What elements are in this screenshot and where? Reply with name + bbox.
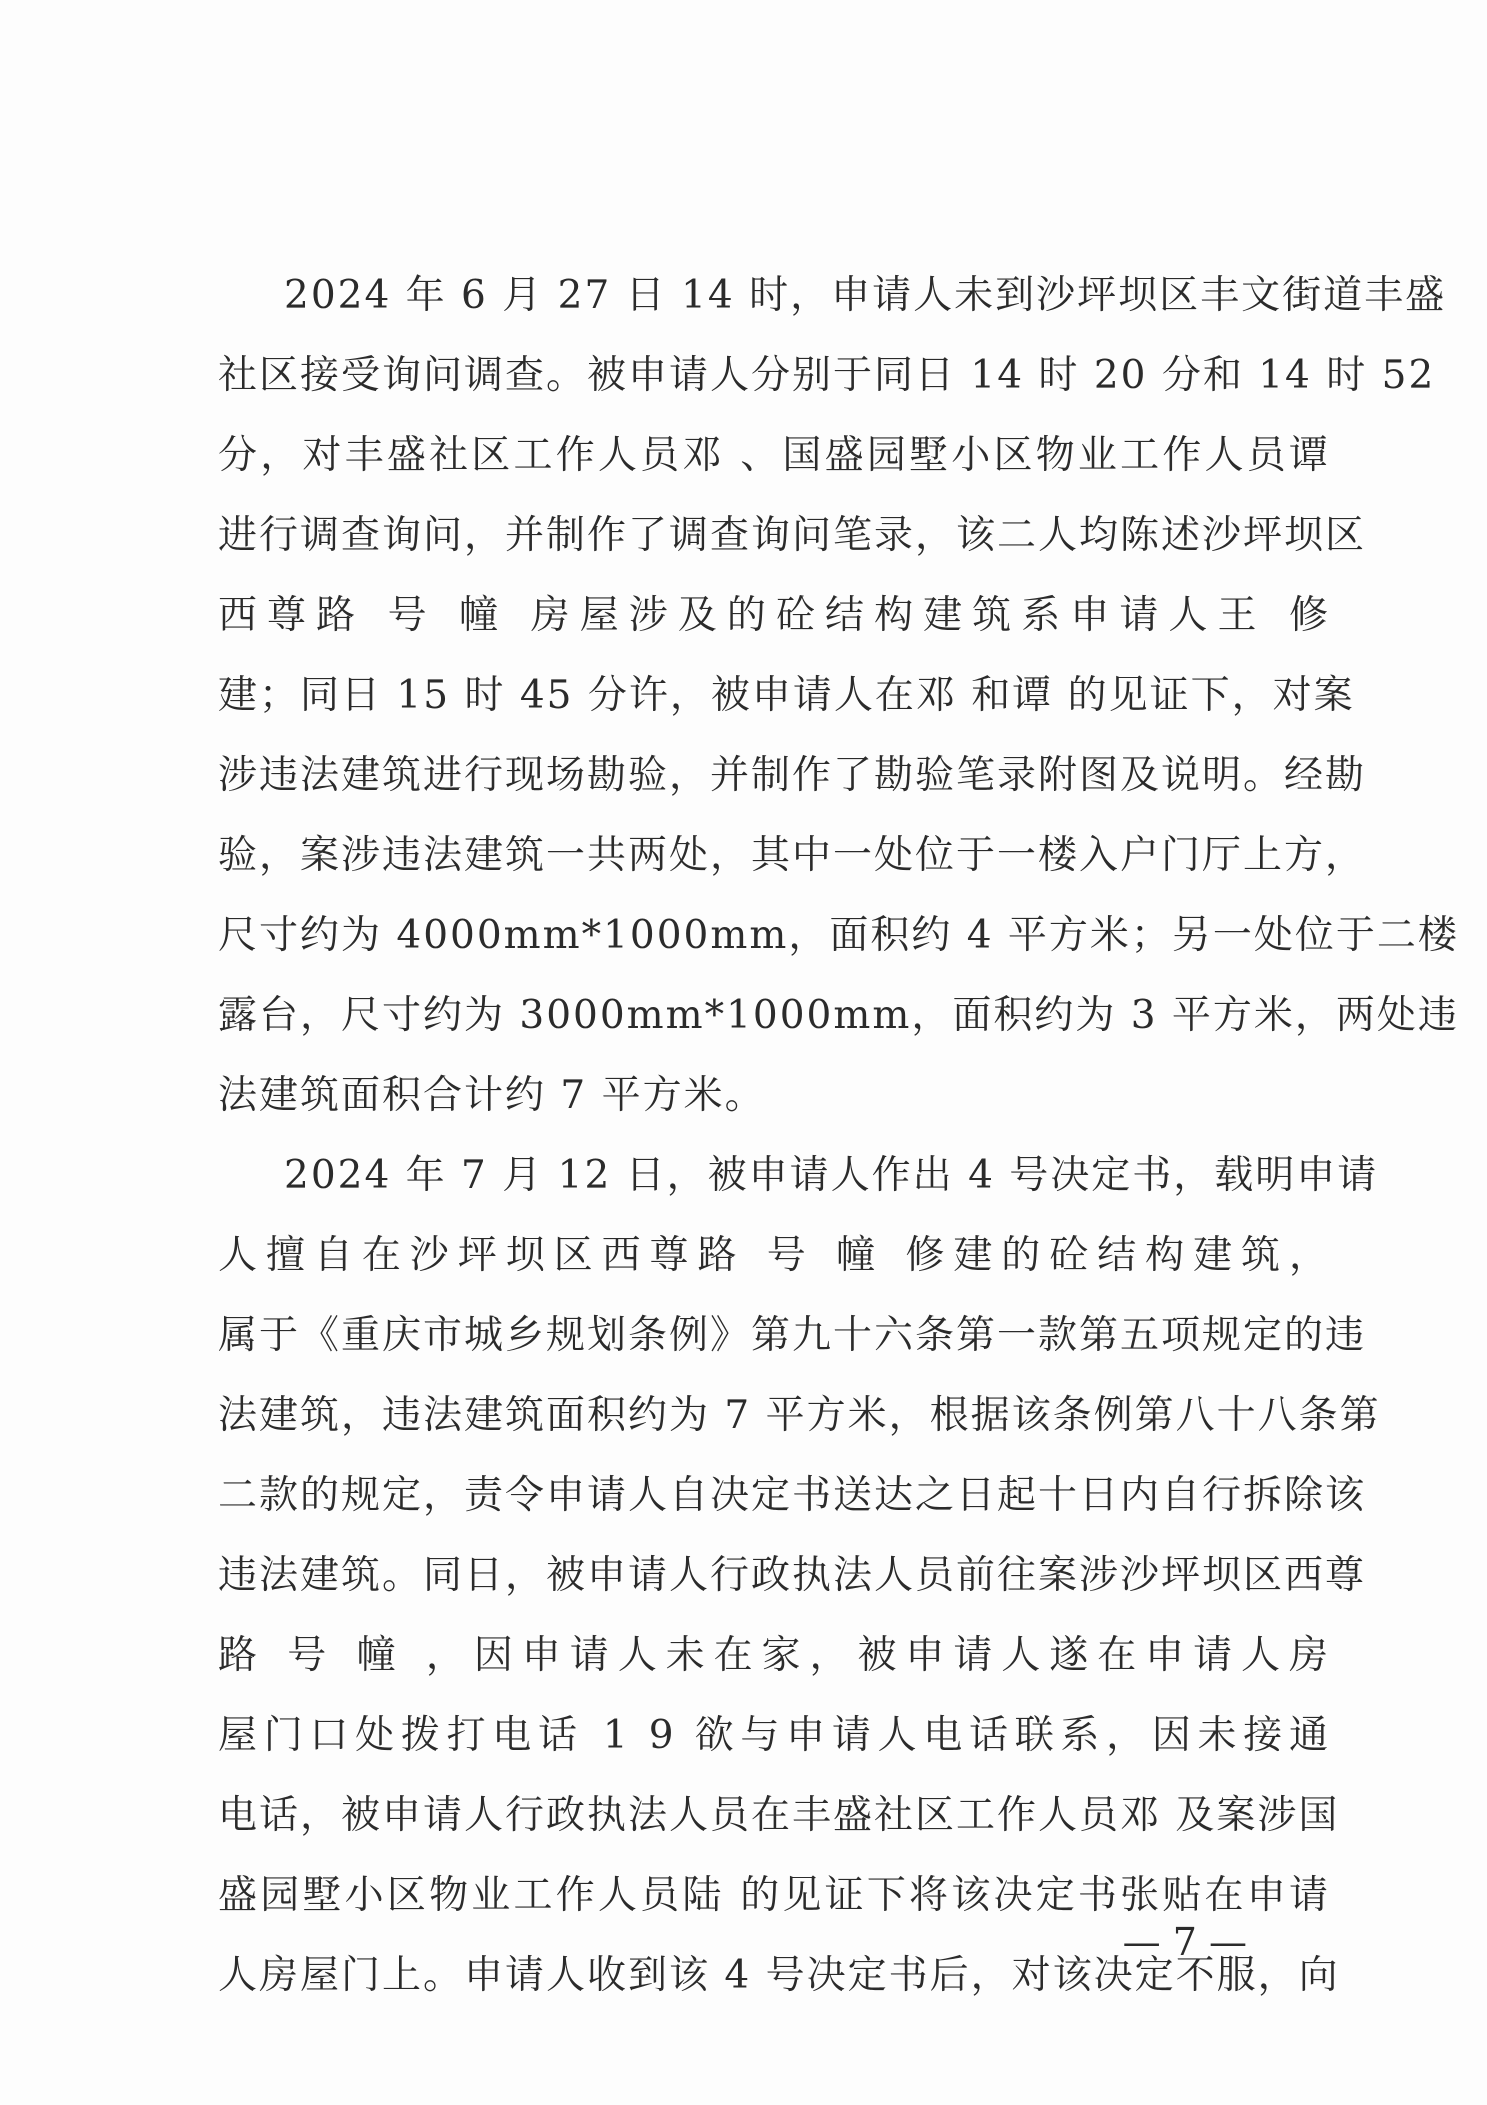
text-line: 分，对丰盛社区工作人员邓 、国盛园墅小区物业工作人员谭 [218,433,1330,478]
text-line: 人房屋门上。申请人收到该 4 号决定书后，对该决定不服，向 [218,1953,1340,1998]
text-line: 西尊路 号 幢 房屋涉及的砼结构建筑系申请人王 修 [218,593,1330,638]
text-line: 人擅自在沙坪坝区西尊路 号 幢 修建的砼结构建筑， [218,1233,1330,1278]
text-line: 建；同日 15 时 45 分许，被申请人在邓 和谭 的见证下，对案 [218,673,1355,718]
text-line: 2024 年 6 月 27 日 14 时，申请人未到沙坪坝区丰文街道丰盛 [284,273,1447,318]
text-line: 违法建筑。同日，被申请人行政执法人员前往案涉沙坪坝区西尊 [218,1553,1367,1598]
text-line: 屋门口处拨打电话 1 9 欲与申请人电话联系，因未接通 [218,1713,1330,1758]
text-line: 尺寸约为 4000mm*1000mm，面积约 4 平方米；另一处位于二楼 [218,913,1459,958]
page-number: — 7 — [1122,1920,1247,1964]
text-line: 法建筑面积合计约 7 平方米。 [218,1073,766,1118]
text-line: 二款的规定，责令申请人自决定书送达之日起十日内自行拆除该 [218,1473,1367,1518]
text-line: 社区接受询问调查。被申请人分别于同日 14 时 20 分和 14 时 52 [218,353,1436,398]
document-body [218,256,1459,2016]
text-line: 路 号 幢 ，因申请人未在家，被申请人遂在申请人房 [218,1633,1330,1678]
text-line: 盛园墅小区物业工作人员陆 的见证下将该决定书张贴在申请 [218,1873,1330,1918]
paragraph-1 [218,256,1459,1136]
text-line: 进行调查询问，并制作了调查询问笔录，该二人均陈述沙坪坝区 [218,513,1367,558]
text-line: 2024 年 7 月 12 日，被申请人作出 4 号决定书，载明申请 [284,1153,1379,1198]
paragraph-2 [218,1136,1381,2016]
text-line: 法建筑，违法建筑面积约为 7 平方米，根据该条例第八十八条第 [218,1393,1381,1438]
text-line: 露台，尺寸约为 3000mm*1000mm，面积约为 3 平方米，两处违 [218,993,1459,1038]
text-line: 验，案涉违法建筑一共两处，其中一处位于一楼入户门厅上方， [218,833,1367,878]
text-line: 涉违法建筑进行现场勘验，并制作了勘验笔录附图及说明。经勘 [218,753,1367,798]
text-line: 属于《重庆市城乡规划条例》第九十六条第一款第五项规定的违 [218,1313,1367,1358]
text-line: 电话，被申请人行政执法人员在丰盛社区工作人员邓 及案涉国 [218,1793,1340,1838]
